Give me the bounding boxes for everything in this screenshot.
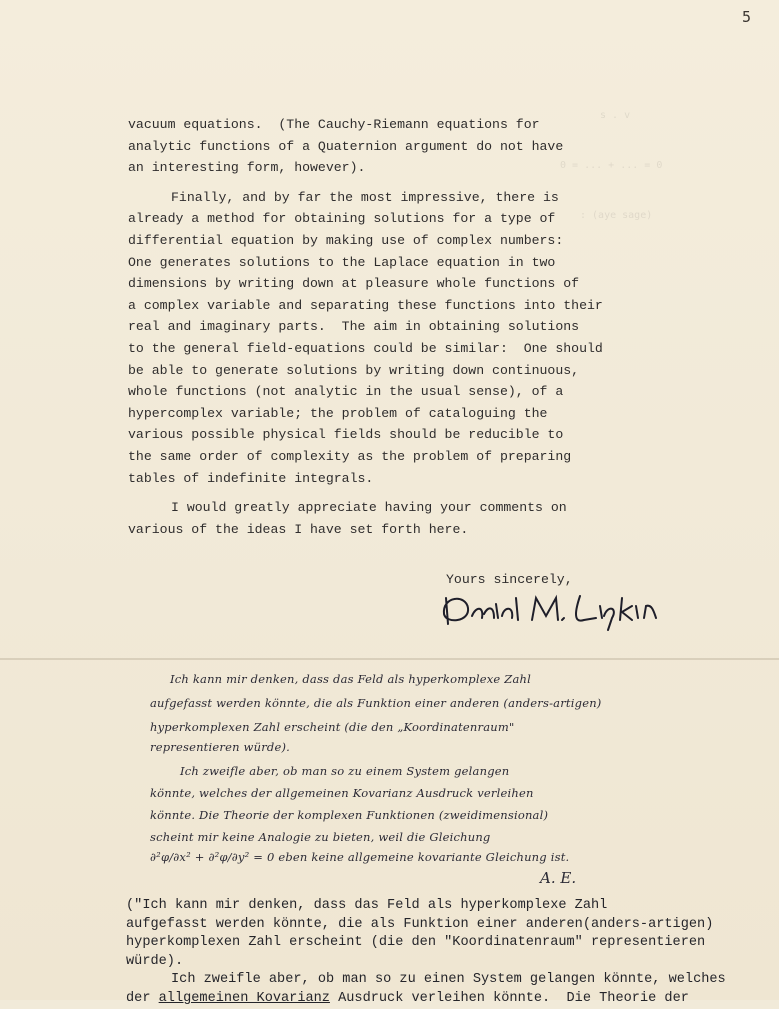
transcription-text: Ich zweifle aber, ob man so zu einen System gelangen könnte, welches der <box>126 972 726 1006</box>
handwritten-line: Ich kann mir denken, dass das Feld als hyperkomplexe Zahl <box>170 672 532 686</box>
handwritten-line: Ich zweifle aber, ob man so zu einem System gelangen <box>180 764 510 778</box>
handwritten-line: scheint mir keine Analogie zu bieten, weil die Gleichung <box>150 830 491 844</box>
underlined-term: allgemeinen Kovarianz <box>158 990 330 1006</box>
closing-line: Yours sincerely, <box>446 572 573 587</box>
body-paragraph-3: I would greatly appreciate having your comments on various of the ideas I have set forth here. <box>128 500 567 537</box>
transcription-text: Ausdruck verleihen könnte. Die Theorie der <box>329 990 689 1006</box>
transcription-paragraph-2 <box>126 971 776 1008</box>
typed-transcription <box>126 897 776 1009</box>
page-number: 5 <box>741 8 751 26</box>
transcription-paragraph-1: ("Ich kann mir denken, dass das Feld als hyperkomplexe Zahl aufgefasst werden könnte, die als Funktion einer anderen(anders-artigen) hyperkomplexen Zahl erscheint (die den "Koordinatenraum" representieren würde). <box>126 898 714 969</box>
svg-text:s . v: s . v <box>600 110 631 121</box>
svg-text:0 = ... + ... = 0: 0 = ... + ... = 0 <box>560 160 663 171</box>
handwritten-initials: A. E. <box>540 869 577 887</box>
body-paragraph-1: vacuum equations. (The Cauchy-Riemann equations for analytic functions of a Quaternion argument do not have an interesting form, however). <box>128 117 564 176</box>
handwritten-line: könnte, welches der allgemeinen Kovarianz Ausdruck verleihen <box>150 786 534 800</box>
signature <box>436 584 696 634</box>
body-paragraph-2: Finally, and by far the most impressive, there is already a method for obtaining solutions for a type of differential equation by making use of complex numbers: One generates solutions to the Laplace equation in two dimensions by writing down at pleasure whole functions of a complex variable and separating these functions into their real and imaginary parts. The aim in obtaining solutions to the general field-equations could be similar: One should be able to generate solutions by writing down continuous, whole functions (not analytic in the usual sense), of a hypercomplex variable; the problem of cataloguing the various possible physical fields should be reducible to the same order of complexity as the problem of preparing tables of indefinite integrals. <box>128 189 603 486</box>
handwritten-line: hyperkomplexen Zahl erscheint (die den „Koordinatenraum" <box>150 720 515 734</box>
handwritten-line: aufgefasst werden könnte, die als Funktion einer anderen (anders-artigen) <box>150 696 602 710</box>
handwritten-note <box>150 664 750 889</box>
handwritten-line: representieren würde). <box>150 740 291 754</box>
page-fold <box>0 658 779 660</box>
letter-body <box>128 114 748 548</box>
handwritten-line: könnte. Die Theorie der komplexen Funktionen (zweidimensional) <box>150 808 549 822</box>
handwritten-line: ∂²φ/∂x² + ∂²φ/∂y² = 0 eben keine allgemeine kovariante Gleichung ist. <box>150 850 570 864</box>
svg-text:: (aye sage): : (aye sage) <box>580 210 653 221</box>
